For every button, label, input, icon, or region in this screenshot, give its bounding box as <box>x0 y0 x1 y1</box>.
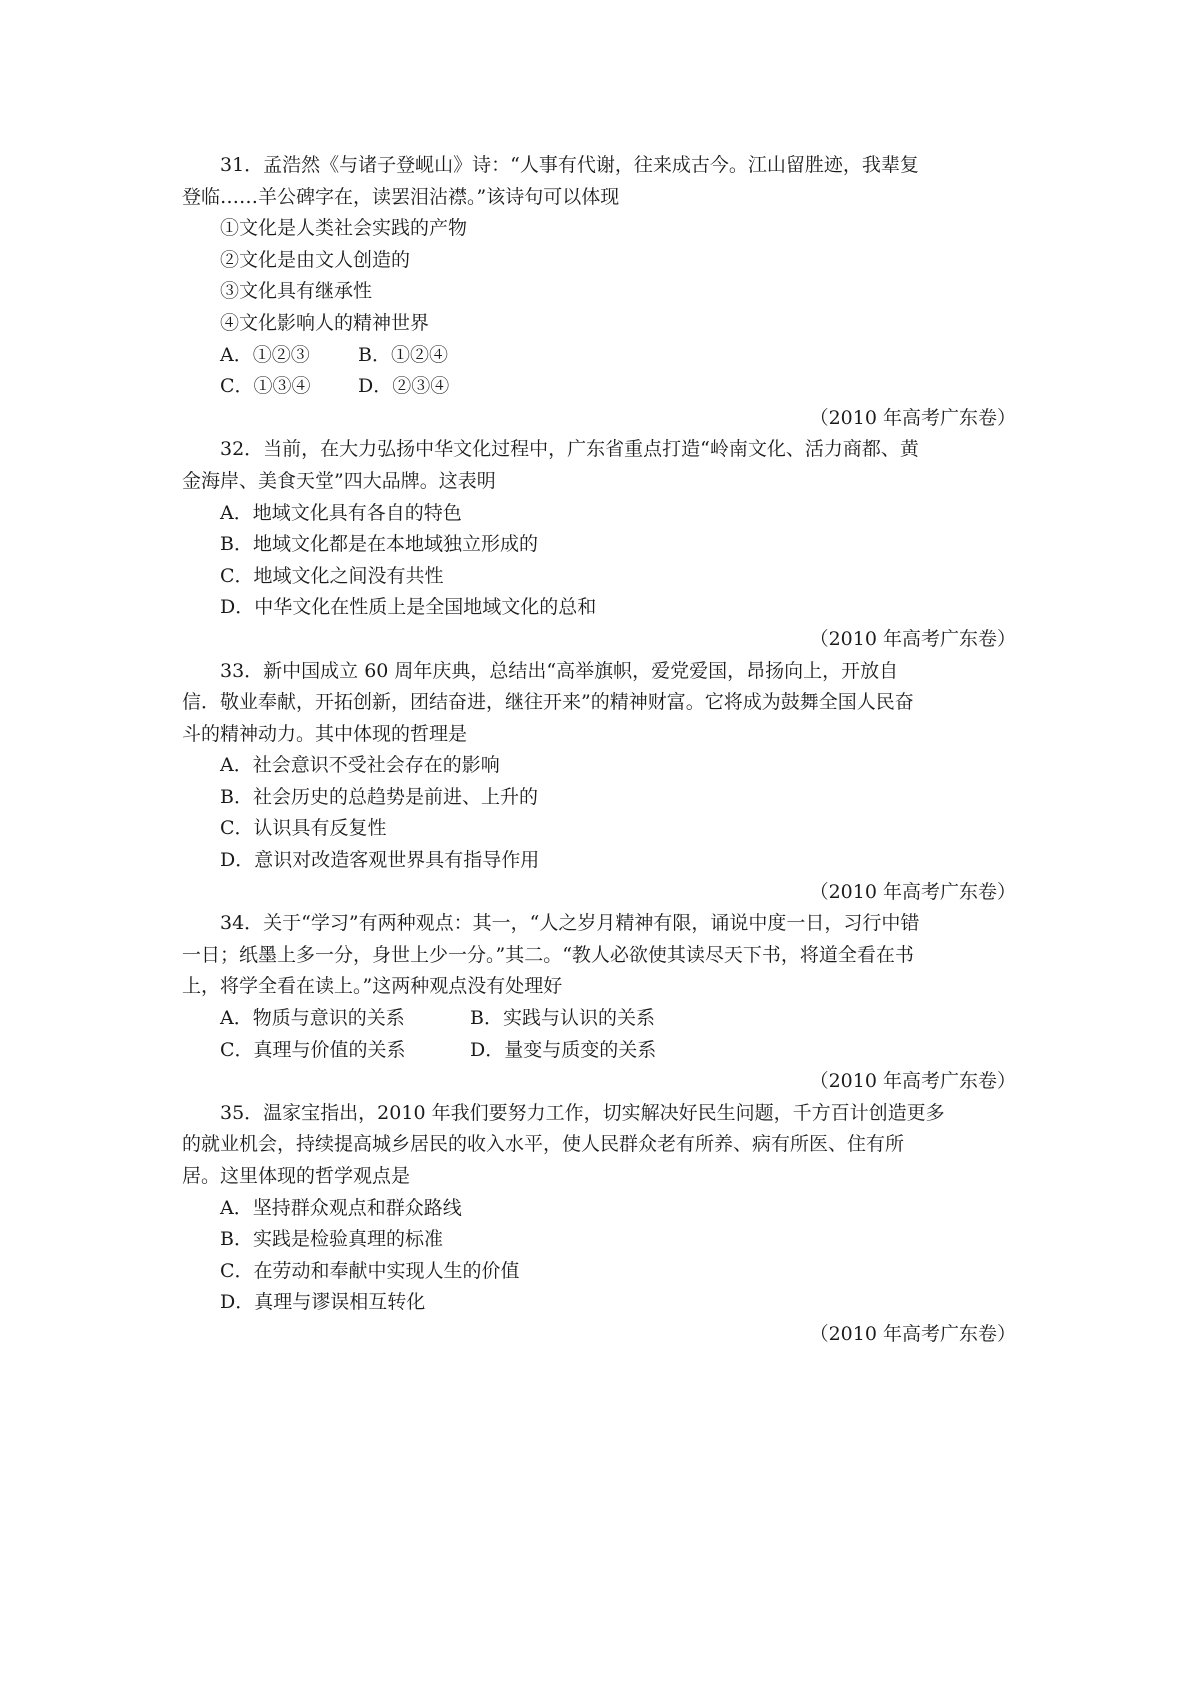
question-stem-line: 的就业机会，持续提高城乡居民的收入水平，使人民群众老有所养、病有所医、住有所 <box>182 1133 905 1156</box>
question-stem-line: 一日；纸墨上多一分，身世上少一分。”其二。“教人必欲使其读尽天下书，将道全看在书 <box>182 943 914 966</box>
question-34 <box>182 908 1022 1098</box>
option-b: B．实践是检验真理的标准 <box>220 1228 443 1251</box>
question-stem-line: 信．敬业奉献，开拓创新，团结奋进，继往开来”的精神财富。它将成为鼓舞全国人民奋 <box>182 691 914 714</box>
option-c: C．在劳动和奉献中实现人生的价值 <box>220 1259 520 1282</box>
option-a: A．地域文化具有各自的特色 <box>220 501 462 524</box>
question-source: （2010 年高考广东卷） <box>809 1322 1016 1345</box>
option-c: C．地域文化之间没有共性 <box>220 564 444 587</box>
question-stem-line: 34．关于“学习”有两种观点：其一，“人之岁月精神有限，诵说中度一日，习行中错 <box>220 912 920 935</box>
option-c: C．真理与价值的关系 <box>220 1038 406 1061</box>
statement: ④文化影响人的精神世界 <box>220 311 430 334</box>
option-d: D．②③④ <box>358 375 450 398</box>
question-stem-line: 35．温家宝指出，2010 年我们要努力工作，切实解决好民生问题，千方百计创造更多 <box>220 1101 945 1124</box>
option-a: A．①②③ <box>220 343 310 366</box>
option-b: B．①②④ <box>358 343 448 366</box>
question-stem-line: 斗的精神动力。其中体现的哲理是 <box>182 722 468 745</box>
question-source: （2010 年高考广东卷） <box>809 880 1016 903</box>
option-b: B．地域文化都是在本地域独立形成的 <box>220 533 538 556</box>
question-source: （2010 年高考广东卷） <box>809 627 1016 650</box>
question-stem-line: 金海岸、美食天堂”四大品牌。这表明 <box>182 469 496 492</box>
question-31 <box>182 150 1022 434</box>
question-stem-line: 33．新中国成立 60 周年庆典，总结出“高举旗帜，爱党爱国，昂扬向上，开放自 <box>220 659 899 682</box>
option-c: C．①③④ <box>220 375 311 398</box>
option-d: D．意识对改造客观世界具有指导作用 <box>220 849 540 872</box>
option-b: B．社会历史的总趋势是前进、上升的 <box>220 785 538 808</box>
option-a: A．物质与意识的关系 <box>220 1007 405 1030</box>
question-stem-line: 上，将学全看在读上。”这两种观点没有处理好 <box>182 975 563 998</box>
option-d: D．中华文化在性质上是全国地域文化的总和 <box>220 596 597 619</box>
option-b: B．实践与认识的关系 <box>470 1007 655 1030</box>
option-a: A．坚持群众观点和群众路线 <box>220 1196 462 1219</box>
option-row <box>182 1003 1022 1035</box>
question-32 <box>182 434 1022 655</box>
option-row <box>182 340 1022 372</box>
option-row <box>182 1035 1022 1067</box>
statement: ③文化具有继承性 <box>220 280 373 303</box>
question-stem-line: 31．孟浩然《与诸子登岘山》诗：“人事有代谢，往来成古今。江山留胜迹，我辈复 <box>220 154 919 176</box>
question-33 <box>182 656 1022 909</box>
question-stem-line: 登临……羊公碑字在，读罢泪沾襟。”该诗句可以体现 <box>182 185 620 208</box>
statement: ②文化是由文人创造的 <box>220 248 411 271</box>
option-a: A．社会意识不受社会存在的影响 <box>220 754 500 777</box>
question-stem-line: 32．当前，在大力弘扬中华文化过程中，广东省重点打造“岭南文化、活力商都、黄 <box>220 438 919 461</box>
question-stem-line: 居。这里体现的哲学观点是 <box>182 1165 411 1187</box>
question-source: （2010 年高考广东卷） <box>809 406 1016 429</box>
option-d: D．真理与谬误相互转化 <box>220 1291 426 1314</box>
question-list <box>182 150 1022 1351</box>
question-source: （2010 年高考广东卷） <box>809 1070 1016 1093</box>
option-row <box>182 371 1022 403</box>
question-35 <box>182 1098 1022 1351</box>
option-c: C．认识具有反复性 <box>220 817 387 840</box>
option-d: D．量变与质变的关系 <box>470 1038 657 1061</box>
statement: ①文化是人类社会实践的产物 <box>220 217 468 240</box>
